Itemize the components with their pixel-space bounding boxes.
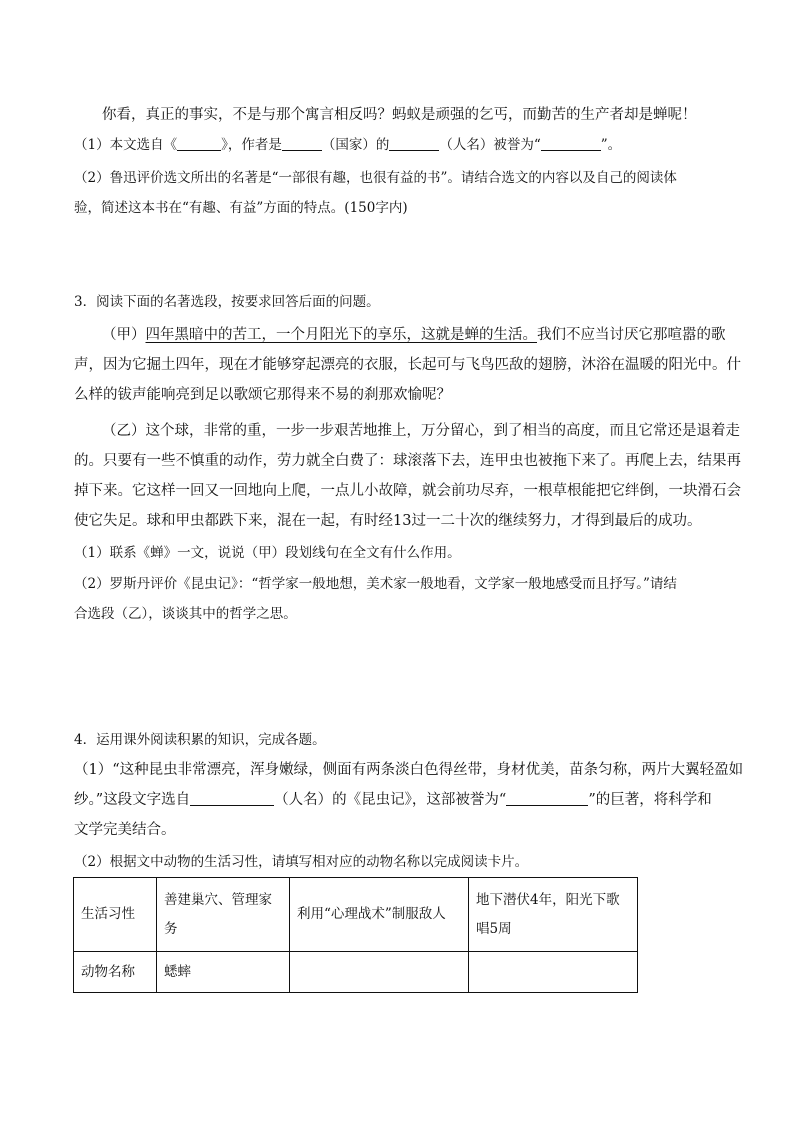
q3-jia-line2: 声，因为它掘土四年，现在才能够穿起漂亮的衣服，长起可与飞鸟匹敌的翅膀，沐浴在温暖的阳光中。什 [74, 357, 741, 373]
q3-jia-line1 [102, 325, 752, 345]
table-cell-name-1: 蟋蟀 [157, 952, 290, 993]
q3-sub2-line2: 合选段（乙），谈谈其中的哲学之思。 [74, 606, 297, 622]
table-header-habit: 生活习性 [74, 878, 157, 952]
jia-label: （甲） [102, 327, 146, 343]
q4-sub1-text-b: （人名）的《昆虫记》，这部被誉为“ [274, 792, 507, 808]
q4-sub2: （2）根据文中动物的生活习性，请填写相对应的动物名称以完成阅读卡片。 [74, 854, 529, 870]
q3-yi-line3: 掉下来。它这样一回又一回地向上爬，一点儿小故障，就会前功尽弃，一根草根能把它绊倒，一块滑石会 [74, 483, 741, 499]
q2-sub1-text-d: （人名）被誉为“ [439, 137, 541, 153]
q4-sub1-line3: 文学完美结合。 [74, 822, 176, 838]
q2-sub1-text-b: 》，作者是 [221, 137, 282, 153]
reputation-blank[interactable] [506, 791, 588, 806]
q4-sub1-line1: （1）“这种昆虫非常漂亮，浑身嫩绿，侧面有两条淡白色得丝带，身材优美，苗条匀称，两片大翼轻盈如 [74, 762, 744, 778]
reading-card-table [73, 877, 638, 993]
passage-closing-paragraph: 你看，真正的事实，不是与那个寓言相反吗？蚂蚁是顽强的乞丐，而勤苦的生产者却是蝉呢！ [102, 107, 697, 123]
q2-sub1-text-c: （国家）的 [321, 137, 390, 153]
table-row-names [74, 952, 638, 993]
q3-sub2-line1: （2）罗斯丹评价《昆虫记》：“哲学家一般地想，美术家一般地看，文学家一般地感受而且抒写。”请结 [74, 576, 677, 592]
q2-sub1-text-a: （1）本文选自《 [74, 137, 178, 153]
q2-sub2-line1: （2）鲁迅评价选文所出的名著是“一部很有趣，也很有益的书”。请结合选文的内容以及自己的阅读体 [74, 170, 677, 186]
q3-yi-line1: （乙）这个球，非常的重，一步一步艰苦地推上，万分留心，到了相当的高度，而且它常还是退着走 [102, 423, 740, 439]
country-blank[interactable] [282, 136, 322, 151]
jia-rest: 我们不应当讨厌它那喧嚣的歌 [537, 327, 726, 343]
table-cell-name-2[interactable] [290, 952, 469, 993]
table-cell-habit-3: 地下潜伏4年，阳光下歌唱5周 [469, 878, 638, 952]
q3-yi-line2: 的。只要有一些不慎重的动作，劳力就全白费了：球滚落下去，连甲虫也被拖下来了。再爬上去，结果再 [74, 453, 741, 469]
table-header-name: 动物名称 [74, 952, 157, 993]
table-row-habits [74, 878, 638, 952]
author-blank[interactable] [190, 791, 274, 806]
q2-sub1-text-e: ”。 [600, 137, 622, 153]
q4-sub1-line2 [74, 790, 724, 810]
q4-sub1-text-a: 纱。”这段文字选自 [74, 792, 191, 808]
author-name-blank[interactable] [389, 136, 439, 151]
table-cell-name-3[interactable] [469, 952, 638, 993]
table-cell-habit-2: 利用“心理战术”制服敌人 [290, 878, 469, 952]
jia-underlined-sentence: 四年黑暗中的苦工，一个月阳光下的享乐，这就是蝉的生活。 [145, 327, 537, 343]
q4-title: 4．运用课外阅读积累的知识，完成各题。 [74, 732, 326, 748]
q3-title: 3．阅读下面的名著选段，按要求回答后面的问题。 [74, 294, 380, 310]
q3-jia-line3: 么样的钹声能响亮到足以歌颂它那得来不易的刹那欢愉呢？ [74, 387, 451, 403]
honor-title-blank[interactable] [541, 136, 601, 151]
q4-sub1-text-c: ”的巨著，将科学和 [588, 792, 712, 808]
q3-sub1: （1）联系《蝉》一文，说说（甲）段划线句在全文有什么作用。 [74, 545, 461, 561]
q2-sub2-line2: 验，简述这本书在“有趣、有益”方面的特点。(150字内) [74, 200, 408, 216]
q3-yi-line4: 使它失足。球和甲虫都跌下来，混在一起，有时经13过一二十次的继续努力，才得到最后的成功。 [74, 513, 702, 529]
book-title-blank[interactable] [177, 136, 221, 151]
table-cell-habit-1: 善建巢穴、管理家务 [157, 878, 290, 952]
q2-sub1 [74, 135, 724, 155]
